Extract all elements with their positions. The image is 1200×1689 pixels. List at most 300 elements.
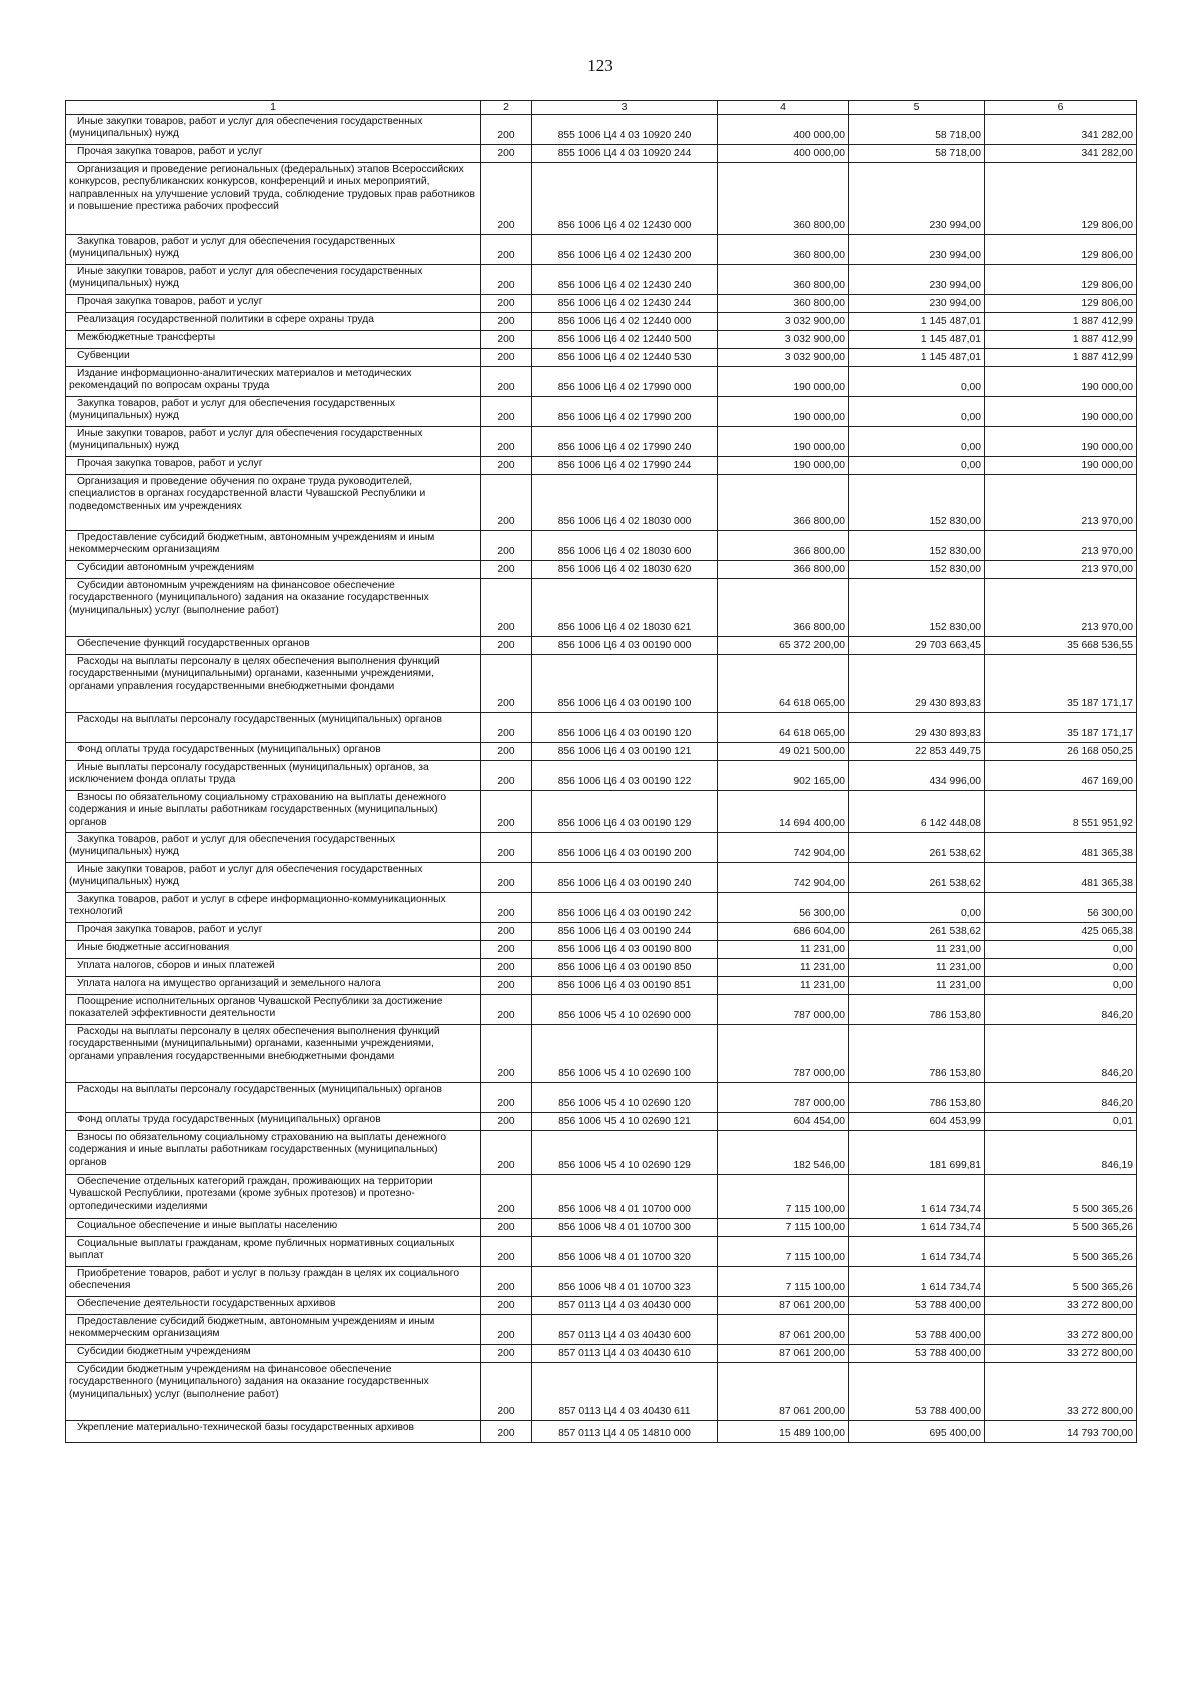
table-row <box>66 742 1137 760</box>
row-value-col5: 58 718,00 <box>849 144 985 162</box>
row-value-col5: 58 718,00 <box>849 114 985 144</box>
row-value-col4: 87 061 200,00 <box>718 1344 849 1362</box>
row-name-cell: Приобретение товаров, работ и услуг в пользу граждан в целях их социального обеспечения <box>66 1266 481 1296</box>
row-name-cell: Фонд оплаты труда государственных (муниципальных) органов <box>66 742 481 760</box>
row-org-cell: 200 <box>481 1218 532 1236</box>
row-org-cell: 200 <box>481 922 532 940</box>
row-org-cell: 200 <box>481 742 532 760</box>
row-name-cell: Организация и проведение региональных (федеральных) этапов Всероссийских конкурсов, республиканских конкурсов, конференций и иных мероприятий, направленных на улучшение условий труда, соблюдение трудовых прав работников и повышение престижа рабочих профессий <box>66 162 481 234</box>
row-value-col4: 7 115 100,00 <box>718 1266 849 1296</box>
row-code-cell: 856 1006 Ц6 4 03 00190 200 <box>532 832 718 862</box>
row-code-cell: 857 0113 Ц4 4 03 40430 600 <box>532 1314 718 1344</box>
row-value-col4: 3 032 900,00 <box>718 330 849 348</box>
row-value-col5: 53 788 400,00 <box>849 1362 985 1420</box>
row-value-col6: 0,01 <box>985 1112 1137 1130</box>
row-value-col5: 53 788 400,00 <box>849 1296 985 1314</box>
row-name-cell: Расходы на выплаты персоналу государственных (муниципальных) органов <box>66 1082 481 1112</box>
row-value-col5: 230 994,00 <box>849 264 985 294</box>
row-name-cell: Прочая закупка товаров, работ и услуг <box>66 144 481 162</box>
row-value-col4: 3 032 900,00 <box>718 348 849 366</box>
row-value-col6: 425 065,38 <box>985 922 1137 940</box>
row-value-col5: 152 830,00 <box>849 578 985 636</box>
row-value-col4: 366 800,00 <box>718 530 849 560</box>
row-code-cell: 856 1006 Ц6 4 02 12430 240 <box>532 264 718 294</box>
column-header: 4 <box>718 101 849 115</box>
row-org-cell: 200 <box>481 114 532 144</box>
table-row <box>66 426 1137 456</box>
row-value-col5: 29 430 893,83 <box>849 712 985 742</box>
row-value-col5: 152 830,00 <box>849 474 985 530</box>
table-row <box>66 1362 1137 1420</box>
row-value-col5: 786 153,80 <box>849 1082 985 1112</box>
row-name-cell: Закупка товаров, работ и услуг для обеспечения государственных (муниципальных) нужд <box>66 396 481 426</box>
row-value-col4: 366 800,00 <box>718 560 849 578</box>
row-code-cell: 856 1006 Ц6 4 02 12430 200 <box>532 234 718 264</box>
row-name-cell: Иные закупки товаров, работ и услуг для обеспечения государственных (муниципальных) нужд <box>66 114 481 144</box>
row-value-col6: 213 970,00 <box>985 530 1137 560</box>
table-body <box>66 101 1137 1443</box>
row-value-col5: 0,00 <box>849 456 985 474</box>
row-value-col6: 190 000,00 <box>985 426 1137 456</box>
row-org-cell: 200 <box>481 1130 532 1174</box>
column-header: 2 <box>481 101 532 115</box>
row-name-cell: Межбюджетные трансферты <box>66 330 481 348</box>
row-name-cell: Обеспечение отдельных категорий граждан, проживающих на территории Чувашской Республики, протезами (кроме зубных протезов) и протезно-ортопедическими изделиями <box>66 1174 481 1218</box>
row-value-col6: 481 365,38 <box>985 862 1137 892</box>
table-row <box>66 958 1137 976</box>
row-value-col6: 1 887 412,99 <box>985 330 1137 348</box>
row-name-cell: Социальное обеспечение и иные выплаты населению <box>66 1218 481 1236</box>
row-code-cell: 856 1006 Ц6 4 03 00190 800 <box>532 940 718 958</box>
row-value-col5: 0,00 <box>849 426 985 456</box>
row-org-cell: 200 <box>481 892 532 922</box>
row-code-cell: 856 1006 Ц6 4 03 00190 121 <box>532 742 718 760</box>
row-value-col4: 360 800,00 <box>718 264 849 294</box>
column-number-row <box>66 101 1137 115</box>
row-org-cell: 200 <box>481 1112 532 1130</box>
row-name-cell: Взносы по обязательному социальному страхованию на выплаты денежного содержания и иные выплаты работникам государственных (муниципальных) органов <box>66 790 481 832</box>
row-value-col6: 341 282,00 <box>985 114 1137 144</box>
row-org-cell: 200 <box>481 1344 532 1362</box>
row-value-col6: 33 272 800,00 <box>985 1362 1137 1420</box>
row-value-col5: 11 231,00 <box>849 976 985 994</box>
budget-table <box>65 100 1137 1443</box>
row-value-col5: 152 830,00 <box>849 530 985 560</box>
row-name-cell: Закупка товаров, работ и услуг для обеспечения государственных (муниципальных) нужд <box>66 832 481 862</box>
row-org-cell: 200 <box>481 1266 532 1296</box>
row-name-cell: Прочая закупка товаров, работ и услуг <box>66 456 481 474</box>
row-value-col4: 7 115 100,00 <box>718 1174 849 1218</box>
row-code-cell: 856 1006 Ц6 4 03 00190 240 <box>532 862 718 892</box>
row-value-col6: 213 970,00 <box>985 560 1137 578</box>
table-row <box>66 348 1137 366</box>
row-name-cell: Уплата налогов, сборов и иных платежей <box>66 958 481 976</box>
row-org-cell: 200 <box>481 994 532 1024</box>
row-org-cell: 200 <box>481 578 532 636</box>
table-row <box>66 114 1137 144</box>
table-row <box>66 264 1137 294</box>
row-org-cell: 200 <box>481 234 532 264</box>
row-name-cell: Субвенции <box>66 348 481 366</box>
table-row <box>66 862 1137 892</box>
row-value-col6: 1 887 412,99 <box>985 348 1137 366</box>
row-name-cell: Субсидии бюджетным учреждениям на финансовое обеспечение государственного (муниципального) задания на оказание государственных (муниципальных) услуг (выполнение работ) <box>66 1362 481 1420</box>
row-value-col4: 742 904,00 <box>718 862 849 892</box>
row-code-cell: 856 1006 Ц6 4 02 12430 000 <box>532 162 718 234</box>
row-value-col6: 56 300,00 <box>985 892 1137 922</box>
row-value-col4: 65 372 200,00 <box>718 636 849 654</box>
row-value-col5: 0,00 <box>849 366 985 396</box>
row-value-col6: 341 282,00 <box>985 144 1137 162</box>
table-row <box>66 560 1137 578</box>
row-name-cell: Издание информационно-аналитических материалов и методических рекомендаций по вопросам охраны труда <box>66 366 481 396</box>
row-org-cell: 200 <box>481 1420 532 1442</box>
row-code-cell: 857 0113 Ц4 4 03 40430 611 <box>532 1362 718 1420</box>
table-row <box>66 1236 1137 1266</box>
table-row <box>66 790 1137 832</box>
row-value-col5: 230 994,00 <box>849 294 985 312</box>
row-name-cell: Иные закупки товаров, работ и услуг для обеспечения государственных (муниципальных) нужд <box>66 426 481 456</box>
row-value-col5: 434 996,00 <box>849 760 985 790</box>
row-code-cell: 856 1006 Ц6 4 02 17990 244 <box>532 456 718 474</box>
row-code-cell: 856 1006 Ц6 4 02 18030 620 <box>532 560 718 578</box>
row-value-col4: 400 000,00 <box>718 144 849 162</box>
table-row <box>66 922 1137 940</box>
table-row <box>66 1174 1137 1218</box>
row-name-cell: Укрепление материально-технической базы государственных архивов <box>66 1420 481 1442</box>
row-name-cell: Прочая закупка товаров, работ и услуг <box>66 294 481 312</box>
table-row <box>66 1314 1137 1344</box>
row-name-cell: Расходы на выплаты персоналу государственных (муниципальных) органов <box>66 712 481 742</box>
row-code-cell: 856 1006 Ц6 4 03 00190 120 <box>532 712 718 742</box>
table-row <box>66 760 1137 790</box>
row-value-col5: 695 400,00 <box>849 1420 985 1442</box>
row-code-cell: 856 1006 Ч8 4 01 10700 300 <box>532 1218 718 1236</box>
row-code-cell: 856 1006 Ц6 4 02 17990 240 <box>532 426 718 456</box>
row-org-cell: 200 <box>481 1082 532 1112</box>
row-value-col6: 213 970,00 <box>985 474 1137 530</box>
row-name-cell: Закупка товаров, работ и услуг в сфере информационно-коммуникационных технологий <box>66 892 481 922</box>
row-value-col6: 190 000,00 <box>985 366 1137 396</box>
row-value-col4: 182 546,00 <box>718 1130 849 1174</box>
row-value-col6: 129 806,00 <box>985 162 1137 234</box>
row-org-cell: 200 <box>481 790 532 832</box>
row-value-col5: 786 153,80 <box>849 994 985 1024</box>
row-value-col5: 230 994,00 <box>849 162 985 234</box>
row-name-cell: Иные бюджетные ассигнования <box>66 940 481 958</box>
row-org-cell: 200 <box>481 976 532 994</box>
row-name-cell: Реализация государственной политики в сфере охраны труда <box>66 312 481 330</box>
row-name-cell: Закупка товаров, работ и услуг для обеспечения государственных (муниципальных) нужд <box>66 234 481 264</box>
row-value-col5: 1 614 734,74 <box>849 1266 985 1296</box>
table-row <box>66 712 1137 742</box>
table-row <box>66 892 1137 922</box>
row-value-col5: 1 614 734,74 <box>849 1236 985 1266</box>
row-code-cell: 856 1006 Ч5 4 10 02690 129 <box>532 1130 718 1174</box>
table-row <box>66 162 1137 234</box>
row-value-col4: 11 231,00 <box>718 940 849 958</box>
row-value-col4: 742 904,00 <box>718 832 849 862</box>
table-row <box>66 1082 1137 1112</box>
row-org-cell: 200 <box>481 654 532 712</box>
row-value-col5: 53 788 400,00 <box>849 1344 985 1362</box>
row-value-col4: 190 000,00 <box>718 396 849 426</box>
row-name-cell: Иные закупки товаров, работ и услуг для обеспечения государственных (муниципальных) нужд <box>66 862 481 892</box>
row-code-cell: 856 1006 Ц6 4 02 17990 000 <box>532 366 718 396</box>
row-name-cell: Иные выплаты персоналу государственных (муниципальных) органов, за исключением фонда оплаты труда <box>66 760 481 790</box>
row-value-col6: 33 272 800,00 <box>985 1314 1137 1344</box>
row-code-cell: 856 1006 Ч5 4 10 02690 120 <box>532 1082 718 1112</box>
row-name-cell: Прочая закупка товаров, работ и услуг <box>66 922 481 940</box>
table-row <box>66 578 1137 636</box>
row-value-col4: 7 115 100,00 <box>718 1236 849 1266</box>
row-value-col4: 360 800,00 <box>718 294 849 312</box>
row-org-cell: 200 <box>481 832 532 862</box>
row-value-col4: 360 800,00 <box>718 162 849 234</box>
row-value-col4: 360 800,00 <box>718 234 849 264</box>
row-value-col4: 87 061 200,00 <box>718 1362 849 1420</box>
row-org-cell: 200 <box>481 862 532 892</box>
row-value-col6: 0,00 <box>985 976 1137 994</box>
row-value-col4: 64 618 065,00 <box>718 654 849 712</box>
table-row <box>66 832 1137 862</box>
row-code-cell: 856 1006 Ч8 4 01 10700 000 <box>532 1174 718 1218</box>
row-value-col6: 846,20 <box>985 1082 1137 1112</box>
row-org-cell: 200 <box>481 1236 532 1266</box>
row-value-col4: 3 032 900,00 <box>718 312 849 330</box>
row-value-col5: 1 614 734,74 <box>849 1174 985 1218</box>
row-name-cell: Взносы по обязательному социальному страхованию на выплаты денежного содержания и иные выплаты работникам государственных (муниципальных) органов <box>66 1130 481 1174</box>
table-row <box>66 396 1137 426</box>
row-name-cell: Расходы на выплаты персоналу в целях обеспечения выполнения функций государственными (муниципальными) органами, казенными учреждениями, органами управления государственными внебюджетными фондами <box>66 1024 481 1082</box>
row-code-cell: 856 1006 Ц6 4 02 18030 600 <box>532 530 718 560</box>
row-value-col5: 11 231,00 <box>849 940 985 958</box>
table-row <box>66 1344 1137 1362</box>
row-value-col5: 1 145 487,01 <box>849 312 985 330</box>
table-row <box>66 1218 1137 1236</box>
row-org-cell: 200 <box>481 264 532 294</box>
row-value-col6: 5 500 365,26 <box>985 1218 1137 1236</box>
row-value-col4: 787 000,00 <box>718 1024 849 1082</box>
row-value-col6: 129 806,00 <box>985 294 1137 312</box>
row-value-col6: 1 887 412,99 <box>985 312 1137 330</box>
row-value-col5: 1 614 734,74 <box>849 1218 985 1236</box>
row-code-cell: 856 1006 Ц6 4 02 18030 000 <box>532 474 718 530</box>
row-value-col6: 35 187 171,17 <box>985 712 1137 742</box>
row-value-col4: 366 800,00 <box>718 474 849 530</box>
row-value-col5: 22 853 449,75 <box>849 742 985 760</box>
table-row <box>66 976 1137 994</box>
row-code-cell: 856 1006 Ч5 4 10 02690 100 <box>532 1024 718 1082</box>
column-header: 5 <box>849 101 985 115</box>
row-value-col4: 190 000,00 <box>718 366 849 396</box>
row-value-col4: 787 000,00 <box>718 994 849 1024</box>
row-org-cell: 200 <box>481 1296 532 1314</box>
row-code-cell: 857 0113 Ц4 4 05 14810 000 <box>532 1420 718 1442</box>
column-header: 3 <box>532 101 718 115</box>
row-code-cell: 856 1006 Ц6 4 02 17990 200 <box>532 396 718 426</box>
row-code-cell: 856 1006 Ч8 4 01 10700 323 <box>532 1266 718 1296</box>
row-value-col5: 29 703 663,45 <box>849 636 985 654</box>
row-value-col4: 11 231,00 <box>718 958 849 976</box>
row-org-cell: 200 <box>481 712 532 742</box>
table-row <box>66 654 1137 712</box>
row-org-cell: 200 <box>481 348 532 366</box>
row-org-cell: 200 <box>481 636 532 654</box>
row-name-cell: Субсидии автономным учреждениям на финансовое обеспечение государственного (муниципального) задания на оказание государственных (муниципальных) услуг (выполнение работ) <box>66 578 481 636</box>
row-value-col5: 53 788 400,00 <box>849 1314 985 1344</box>
row-name-cell: Организация и проведение обучения по охране труда руководителей, специалистов в органах государственной власти Чувашской Республики и подведомственных им учреждениях <box>66 474 481 530</box>
row-org-cell: 200 <box>481 760 532 790</box>
row-code-cell: 857 0113 Ц4 4 03 40430 000 <box>532 1296 718 1314</box>
table-row <box>66 530 1137 560</box>
row-value-col4: 11 231,00 <box>718 976 849 994</box>
row-value-col6: 190 000,00 <box>985 456 1137 474</box>
column-header: 6 <box>985 101 1137 115</box>
row-code-cell: 857 0113 Ц4 4 03 40430 610 <box>532 1344 718 1362</box>
row-value-col5: 11 231,00 <box>849 958 985 976</box>
table-row <box>66 1112 1137 1130</box>
table-row <box>66 330 1137 348</box>
row-value-col5: 29 430 893,83 <box>849 654 985 712</box>
row-value-col4: 56 300,00 <box>718 892 849 922</box>
table-row <box>66 1024 1137 1082</box>
row-value-col5: 0,00 <box>849 892 985 922</box>
row-value-col6: 846,19 <box>985 1130 1137 1174</box>
row-value-col6: 33 272 800,00 <box>985 1344 1137 1362</box>
row-value-col4: 604 454,00 <box>718 1112 849 1130</box>
row-value-col4: 400 000,00 <box>718 114 849 144</box>
row-value-col4: 87 061 200,00 <box>718 1296 849 1314</box>
table-row <box>66 940 1137 958</box>
table-row <box>66 1266 1137 1296</box>
row-org-cell: 200 <box>481 366 532 396</box>
row-org-cell: 200 <box>481 294 532 312</box>
row-value-col6: 33 272 800,00 <box>985 1296 1137 1314</box>
row-value-col5: 786 153,80 <box>849 1024 985 1082</box>
row-value-col5: 0,00 <box>849 396 985 426</box>
row-value-col6: 190 000,00 <box>985 396 1137 426</box>
row-value-col6: 14 793 700,00 <box>985 1420 1137 1442</box>
row-value-col6: 481 365,38 <box>985 832 1137 862</box>
table-row <box>66 636 1137 654</box>
row-name-cell: Субсидии автономным учреждениям <box>66 560 481 578</box>
row-value-col6: 213 970,00 <box>985 578 1137 636</box>
row-org-cell: 200 <box>481 530 532 560</box>
row-org-cell: 200 <box>481 1024 532 1082</box>
row-value-col6: 35 668 536,55 <box>985 636 1137 654</box>
row-value-col4: 686 604,00 <box>718 922 849 940</box>
row-org-cell: 200 <box>481 396 532 426</box>
row-value-col6: 5 500 365,26 <box>985 1174 1137 1218</box>
row-value-col4: 190 000,00 <box>718 456 849 474</box>
page-number: 123 <box>587 56 613 75</box>
row-name-cell: Уплата налога на имущество организаций и земельного налога <box>66 976 481 994</box>
row-code-cell: 856 1006 Ц6 4 02 12430 244 <box>532 294 718 312</box>
table-row <box>66 1296 1137 1314</box>
column-header: 1 <box>66 101 481 115</box>
row-value-col6: 5 500 365,26 <box>985 1266 1137 1296</box>
row-code-cell: 856 1006 Ч8 4 01 10700 320 <box>532 1236 718 1266</box>
row-value-col4: 64 618 065,00 <box>718 712 849 742</box>
row-code-cell: 855 1006 Ц4 4 03 10920 244 <box>532 144 718 162</box>
row-value-col6: 0,00 <box>985 940 1137 958</box>
table-row <box>66 312 1137 330</box>
row-org-cell: 200 <box>481 426 532 456</box>
row-org-cell: 200 <box>481 474 532 530</box>
row-value-col6: 467 169,00 <box>985 760 1137 790</box>
row-name-cell: Обеспечение функций государственных органов <box>66 636 481 654</box>
row-value-col4: 49 021 500,00 <box>718 742 849 760</box>
row-value-col5: 261 538,62 <box>849 862 985 892</box>
row-name-cell: Обеспечение деятельности государственных архивов <box>66 1296 481 1314</box>
row-code-cell: 855 1006 Ц4 4 03 10920 240 <box>532 114 718 144</box>
row-name-cell: Поощрение исполнительных органов Чувашской Республики за достижение показателей эффективности деятельности <box>66 994 481 1024</box>
table-row <box>66 234 1137 264</box>
row-code-cell: 856 1006 Ц6 4 03 00190 244 <box>532 922 718 940</box>
row-value-col5: 604 453,99 <box>849 1112 985 1130</box>
row-org-cell: 200 <box>481 330 532 348</box>
row-name-cell: Социальные выплаты гражданам, кроме публичных нормативных социальных выплат <box>66 1236 481 1266</box>
table-row <box>66 366 1137 396</box>
table-row <box>66 294 1137 312</box>
row-value-col5: 230 994,00 <box>849 234 985 264</box>
row-code-cell: 856 1006 Ц6 4 02 12440 500 <box>532 330 718 348</box>
row-value-col5: 261 538,62 <box>849 832 985 862</box>
row-value-col4: 14 694 400,00 <box>718 790 849 832</box>
row-value-col4: 787 000,00 <box>718 1082 849 1112</box>
row-code-cell: 856 1006 Ц6 4 03 00190 122 <box>532 760 718 790</box>
row-value-col6: 846,20 <box>985 1024 1137 1082</box>
row-code-cell: 856 1006 Ц6 4 02 12440 530 <box>532 348 718 366</box>
row-org-cell: 200 <box>481 1174 532 1218</box>
row-value-col5: 261 538,62 <box>849 922 985 940</box>
row-org-cell: 200 <box>481 162 532 234</box>
row-value-col5: 6 142 448,08 <box>849 790 985 832</box>
row-org-cell: 200 <box>481 312 532 330</box>
row-value-col6: 846,20 <box>985 994 1137 1024</box>
row-code-cell: 856 1006 Ц6 4 03 00190 000 <box>532 636 718 654</box>
row-value-col5: 1 145 487,01 <box>849 348 985 366</box>
row-code-cell: 856 1006 Ц6 4 03 00190 242 <box>532 892 718 922</box>
row-org-cell: 200 <box>481 1314 532 1344</box>
row-value-col5: 152 830,00 <box>849 560 985 578</box>
row-value-col4: 902 165,00 <box>718 760 849 790</box>
table-row <box>66 1130 1137 1174</box>
row-name-cell: Расходы на выплаты персоналу в целях обеспечения выполнения функций государственными (муниципальными) органами, казенными учреждениями, органами управления государственными внебюджетными фондами <box>66 654 481 712</box>
row-value-col4: 366 800,00 <box>718 578 849 636</box>
table-row <box>66 144 1137 162</box>
row-value-col4: 190 000,00 <box>718 426 849 456</box>
row-code-cell: 856 1006 Ч5 4 10 02690 000 <box>532 994 718 1024</box>
row-value-col4: 7 115 100,00 <box>718 1218 849 1236</box>
row-org-cell: 200 <box>481 144 532 162</box>
row-org-cell: 200 <box>481 940 532 958</box>
table-row <box>66 456 1137 474</box>
row-org-cell: 200 <box>481 456 532 474</box>
row-code-cell: 856 1006 Ц6 4 03 00190 129 <box>532 790 718 832</box>
row-value-col5: 1 145 487,01 <box>849 330 985 348</box>
table-row <box>66 1420 1137 1442</box>
row-value-col6: 26 168 050,25 <box>985 742 1137 760</box>
row-org-cell: 200 <box>481 1362 532 1420</box>
row-value-col6: 129 806,00 <box>985 234 1137 264</box>
row-org-cell: 200 <box>481 958 532 976</box>
row-value-col6: 0,00 <box>985 958 1137 976</box>
row-code-cell: 856 1006 Ч5 4 10 02690 121 <box>532 1112 718 1130</box>
row-code-cell: 856 1006 Ц6 4 03 00190 851 <box>532 976 718 994</box>
row-value-col6: 8 551 951,92 <box>985 790 1137 832</box>
